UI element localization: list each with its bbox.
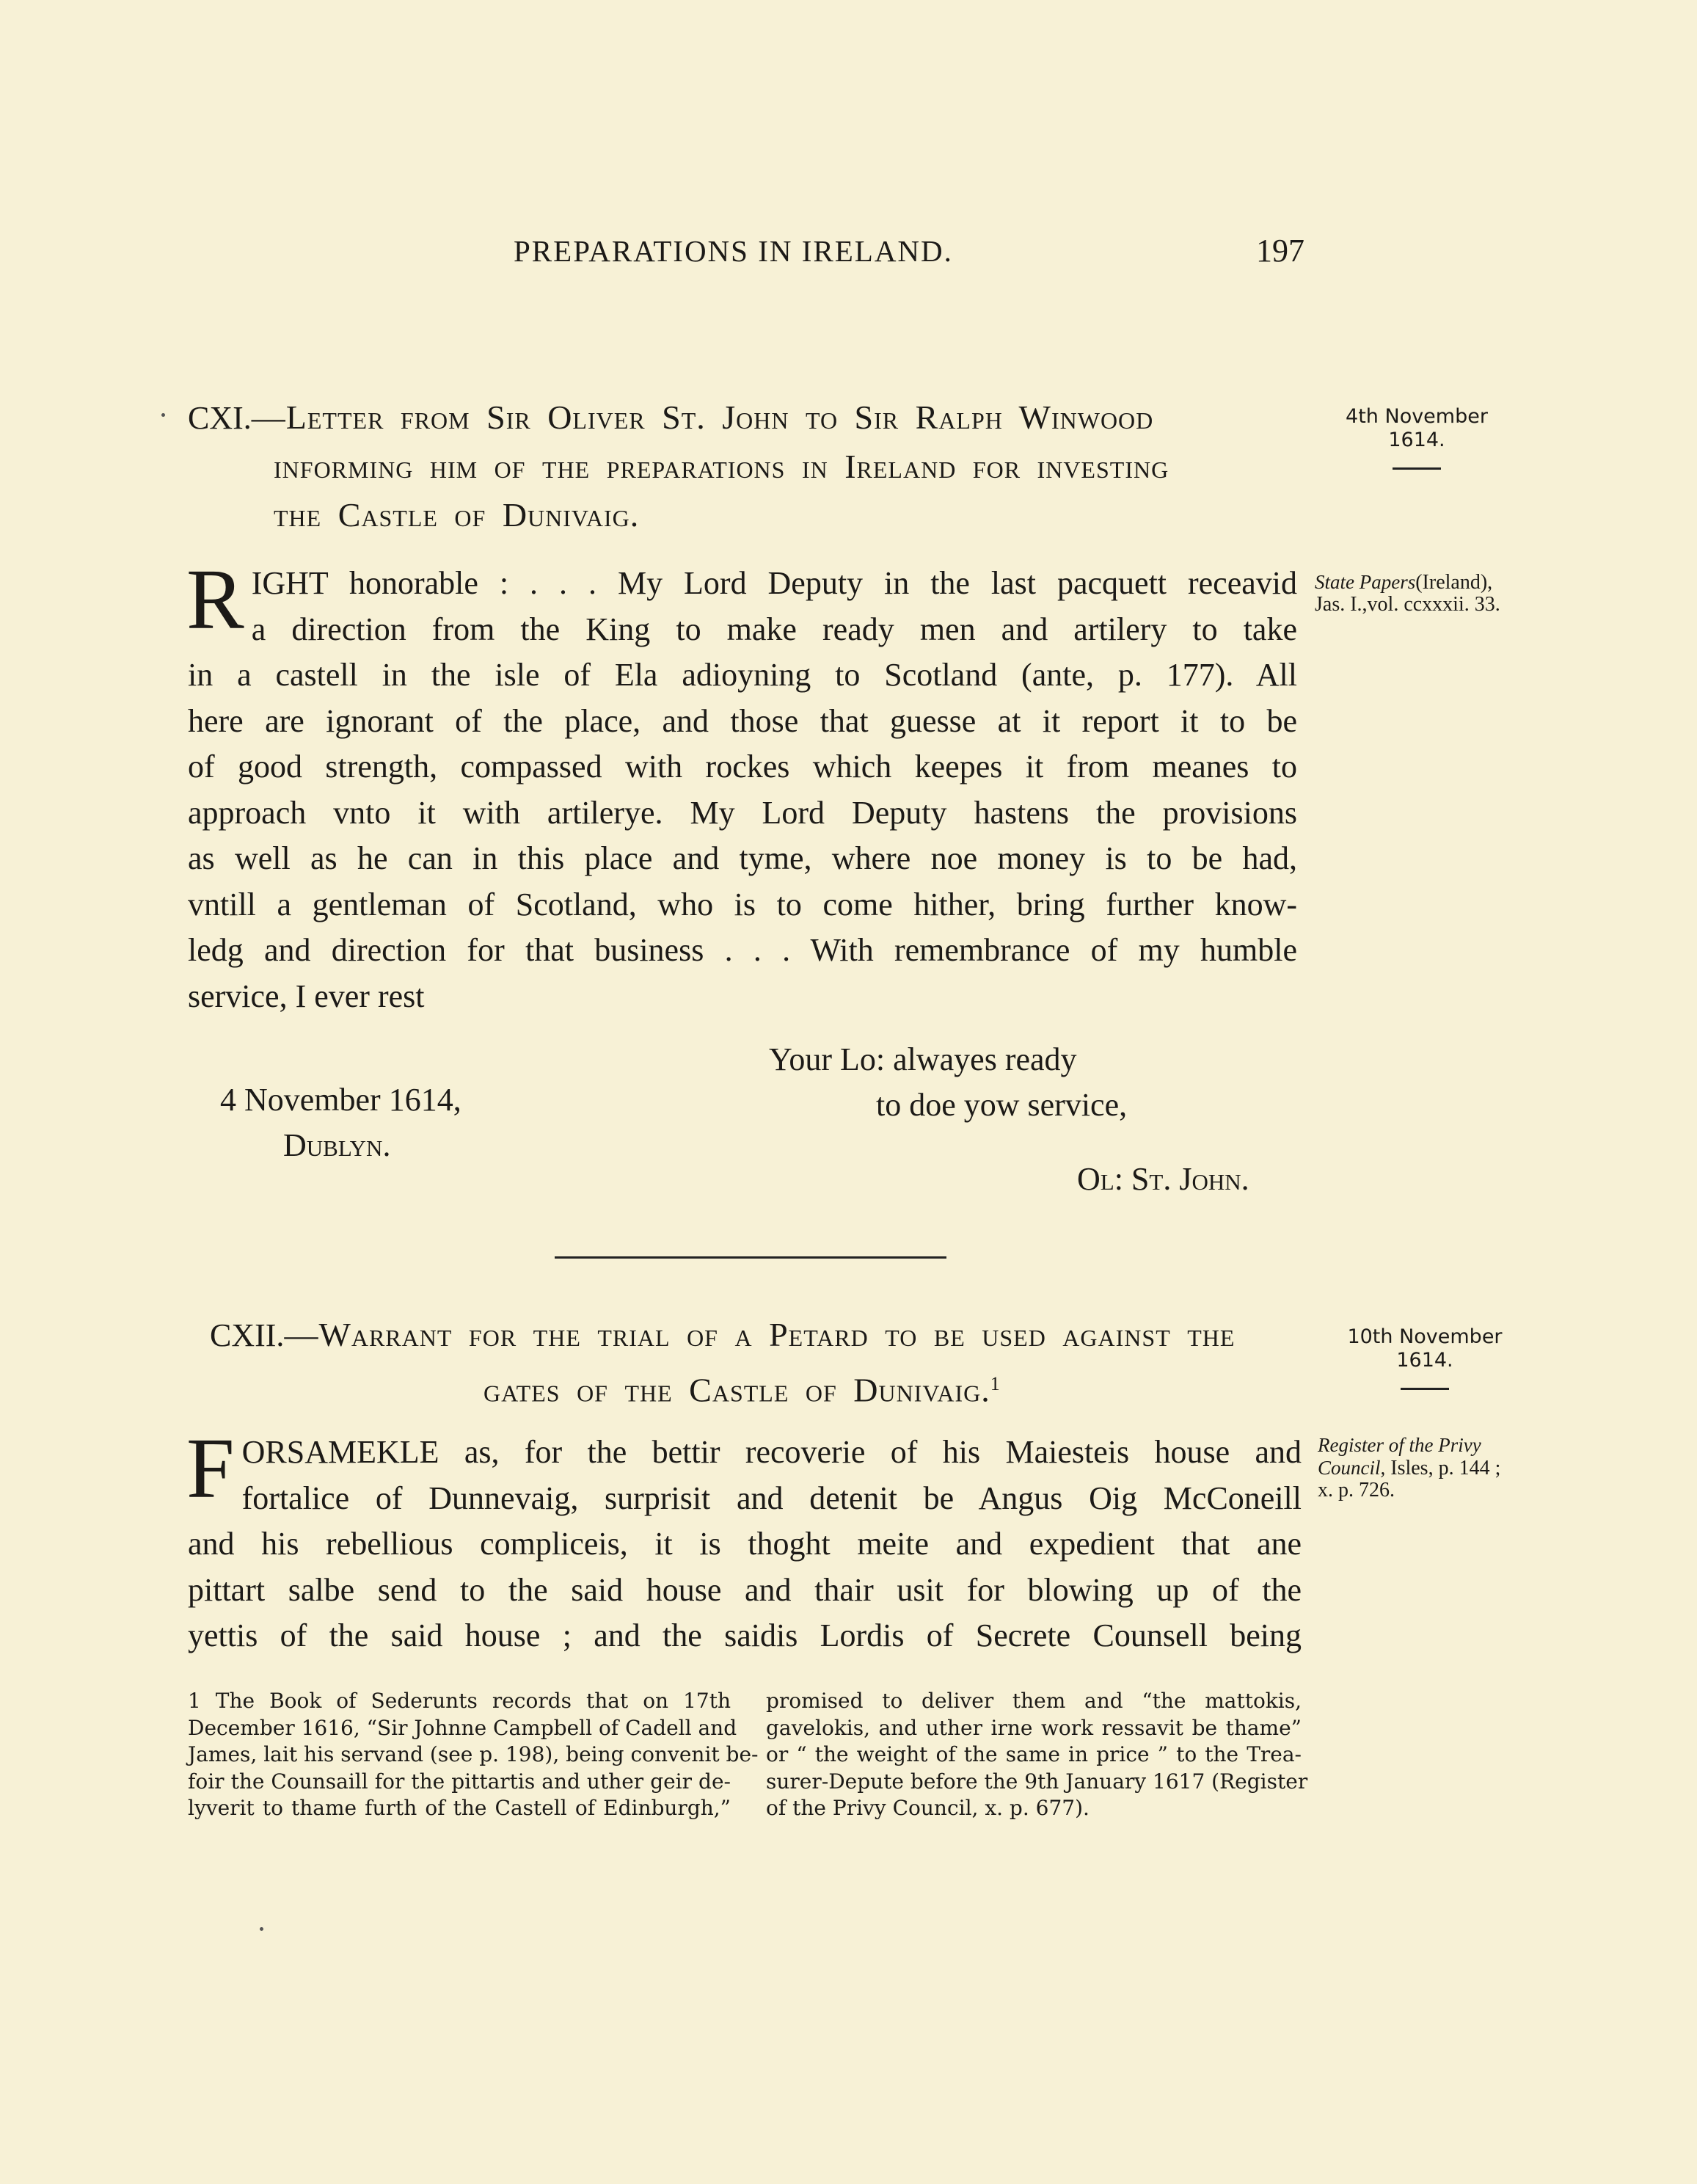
side-ref-qualifier: (Ireland), xyxy=(1415,571,1493,594)
section-cxi-numeral: CXI. xyxy=(188,400,252,436)
footnote-line: James, lait his servand (see p. 198), being convenit be- xyxy=(188,1742,759,1766)
side-date-year: 1614. xyxy=(1396,1349,1453,1372)
signature: Ol: St. John. xyxy=(1077,1161,1249,1197)
section-cxii-side-ref xyxy=(1318,1434,1545,1502)
side-date-day: 4th November xyxy=(1346,405,1488,428)
footnote-line: 1 The Book of Sederunts records that on 17th xyxy=(188,1689,731,1713)
letter-date: 4 November 1614, xyxy=(220,1082,461,1118)
side-ref-detail: x. p. 726. xyxy=(1318,1479,1395,1502)
letter-place: Dublyn. xyxy=(283,1127,391,1163)
footnote-column-1 xyxy=(188,1688,759,1822)
body-line: a direction from the King to make ready men and artilery to take xyxy=(251,611,1297,647)
section-cxii-body xyxy=(186,1420,1302,1659)
footnote-line: surer-Depute before the 9th January 1617 (Register xyxy=(766,1769,1308,1794)
section-cxi-side-ref xyxy=(1315,571,1535,616)
section-cxii-title-line: gates of the Castle of Dunivaig. xyxy=(483,1371,990,1409)
footnote-line: December 1616, “Sir Johnne Campbell of Cadell and xyxy=(188,1715,737,1740)
section-cxi-title-line: —Letter from Sir Oliver St. John to Sir Ralph Winwood xyxy=(251,398,1154,436)
section-cxii-title-line: —Warrant for the trial of a Petard to be used against the xyxy=(284,1316,1236,1353)
margin-mark xyxy=(260,1927,263,1931)
body-line: yettis of the said house ; and the saidis Lordis of Secrete Counsell being xyxy=(188,1617,1302,1653)
footnote-line: lyverit to thame furth of the Castell of Edinburgh,” xyxy=(188,1796,731,1820)
section-cxii-heading xyxy=(210,1311,1296,1416)
dropcap-r: R xyxy=(186,551,244,647)
footnote-line: promised to deliver them and “the mattokis, xyxy=(766,1689,1302,1713)
body-line: in a castell in the isle of Ela adioyning to Scotland (ante, p. 177). All xyxy=(188,657,1297,693)
body-line: pittart salbe send to the said house and thair usit for blowing up of the xyxy=(188,1571,1302,1608)
dropcap-f: F xyxy=(186,1420,235,1516)
margin-mark xyxy=(161,413,165,417)
footnote-reference: 1 xyxy=(990,1373,1000,1394)
section-divider xyxy=(555,1256,946,1259)
body-line: ORSAMEKLE as, for the bettir recoverie of his Maiesteis house and xyxy=(241,1434,1302,1470)
body-line: and his rebellious compliceis, it is thoght meite and expedient that ane xyxy=(188,1526,1302,1562)
section-cxi-title-line: the Castle of Dunivaig. xyxy=(274,496,640,534)
body-line: fortalice of Dunnevaig, surprisit and detenit be Angus Oig McConeill xyxy=(241,1479,1302,1516)
body-line: IGHT honorable : . . . My Lord Deputy in the last pacquett receavid xyxy=(251,565,1297,601)
footnote-line: of the Privy Council, x. p. 677). xyxy=(766,1796,1090,1820)
body-line: as well as he can in this place and tyme, where noe money is to be had, xyxy=(188,840,1297,876)
section-cxii-side-date xyxy=(1337,1325,1513,1396)
section-cxii-numeral: CXII. xyxy=(210,1317,285,1353)
footnote-line: or “ the weight of the same in price ” to the Trea- xyxy=(766,1742,1302,1766)
valediction-line: Your Lo: alwayes ready xyxy=(769,1041,1077,1077)
body-line: here are ignorant of the place, and those that guesse at it report it to be xyxy=(188,702,1297,739)
body-line: vntill a gentleman of Scotland, who is to come hither, bring further know- xyxy=(188,886,1297,922)
side-ref-source: State Papers xyxy=(1315,571,1416,593)
body-line: of good strength, compassed with rockes which keepes it from meanes to xyxy=(188,749,1297,785)
body-line: ledg and direction for that business . . . With remembrance of my humble xyxy=(188,932,1297,968)
side-ref-source: Register of the Privy xyxy=(1318,1434,1481,1456)
body-line: approach vnto it with artilerye. My Lord Deputy hastens the provisions xyxy=(188,794,1297,831)
side-date-rule xyxy=(1393,467,1441,470)
section-cxi-title-line: informing him of the preparations in Ireland for investing xyxy=(274,448,1169,485)
running-header-title: PREPARATIONS IN IRELAND. xyxy=(514,234,953,268)
page-number: 197 xyxy=(1256,233,1304,269)
footnote-column-2 xyxy=(766,1688,1308,1822)
valediction-line: to doe yow service, xyxy=(876,1087,1128,1123)
section-cxi-side-date xyxy=(1340,405,1494,476)
side-date-year: 1614. xyxy=(1388,429,1445,451)
section-cxi-body xyxy=(186,551,1297,1019)
side-ref-detail: Isles, p. 144 ; xyxy=(1390,1457,1501,1479)
footnote-line: gavelokis, and uther irne work ressavit be thame” xyxy=(766,1715,1302,1740)
side-ref-source-cont: Council, xyxy=(1318,1457,1386,1479)
date-place xyxy=(220,1077,461,1168)
side-date-day: 10th November xyxy=(1347,1325,1503,1348)
section-cxi-heading xyxy=(188,393,1303,539)
footnote-line: foir the Counsaill for the pittartis and uther geir de- xyxy=(188,1769,731,1794)
side-date-rule xyxy=(1401,1388,1449,1390)
side-ref-detail: Jas. I.,vol. ccxxxii. 33. xyxy=(1315,593,1500,616)
body-line: service, I ever rest xyxy=(188,978,425,1014)
valediction xyxy=(769,1037,1127,1128)
